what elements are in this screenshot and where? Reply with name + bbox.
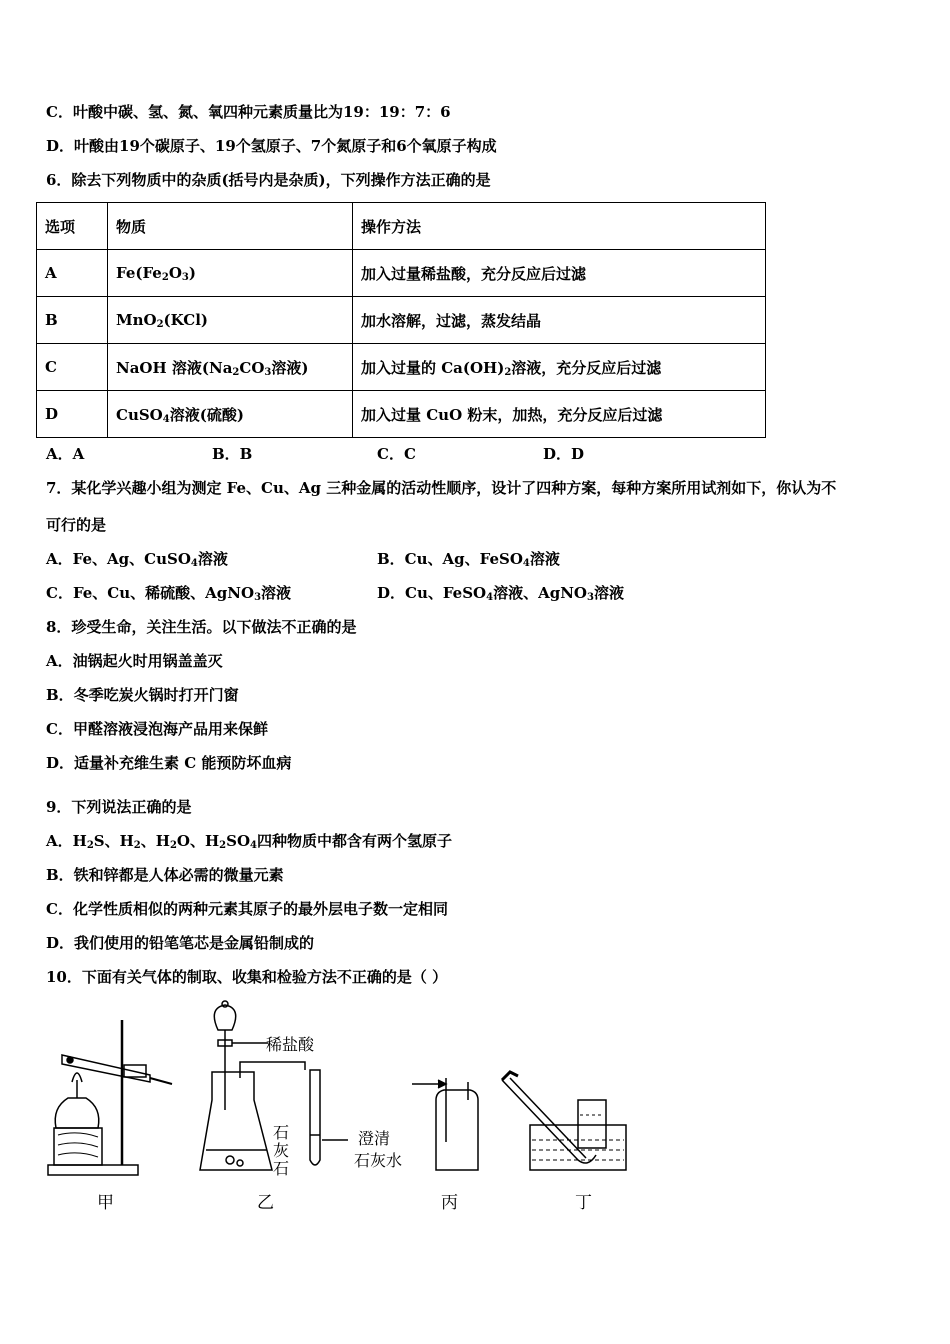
label-bing: 丙 xyxy=(441,1193,458,1213)
annotation-limewater-2: 石灰水 xyxy=(354,1151,403,1170)
label-yi: 乙 xyxy=(257,1193,274,1213)
header-option: 选项 xyxy=(37,203,108,250)
row-substance: $Fe(Fe_2O_3)$ xyxy=(108,250,353,297)
q6-answer-c: C．C xyxy=(377,445,416,463)
table-row xyxy=(37,297,766,344)
q5-option-c: C．叶酸中碳、氢、氮、氧四种元素质量比为19：19：7：6 xyxy=(46,103,451,121)
delivery-tube-ding xyxy=(502,1080,596,1163)
conical-flask xyxy=(200,1072,272,1170)
apparatus-ding xyxy=(502,1072,626,1170)
row-method: 加入过量 CuO 粉末，加热，充分反应后过滤 xyxy=(353,391,766,438)
apparatus-bing xyxy=(412,1078,478,1170)
separatory-funnel xyxy=(214,1005,235,1030)
row-option: B xyxy=(37,297,108,344)
stand-base xyxy=(48,1165,138,1175)
q9-question: 9．下列说法正确的是 xyxy=(46,798,192,816)
gas-bottle xyxy=(436,1090,478,1170)
test-tube-limewater xyxy=(310,1070,320,1165)
q9-option-d: D．我们使用的铅笔笔芯是金属铅制成的 xyxy=(46,934,315,952)
row-substance: CuSO$_4$溶液(硫酸) xyxy=(108,391,353,438)
label-ding: 丁 xyxy=(575,1193,592,1213)
header-method: 操作方法 xyxy=(353,203,766,250)
header-substance: 物质 xyxy=(108,203,353,250)
q8-option-d: D．适量补充维生素 C 能预防坏血病 xyxy=(46,754,292,772)
q7-option-b: B．Cu、Ag、FeSO$_4$溶液 xyxy=(377,550,560,569)
alcohol-lamp xyxy=(55,1098,99,1128)
q8-option-a: A．油锅起火时用锅盖盖灭 xyxy=(46,652,223,670)
q10-apparatus-figure xyxy=(40,1000,640,1215)
q6-table xyxy=(36,202,766,438)
collecting-bottle xyxy=(578,1100,606,1148)
q8-option-b: B．冬季吃炭火锅时打开门窗 xyxy=(46,686,239,704)
q9-option-a: A．$H_2S$、$H_2$、$H_2O$、$H_2SO_4$四种物质中都含有两个氢原子 xyxy=(46,832,453,851)
annotation-limestone: 石灰石 xyxy=(273,1123,290,1178)
table-row xyxy=(37,391,766,438)
row-substance: NaOH 溶液($Na_2CO_3$溶液) xyxy=(108,344,353,391)
q7-option-a: A．Fe、Ag、CuSO$_4$溶液 xyxy=(46,550,228,569)
row-method: 加入过量的 $Ca(OH)_2$溶液，充分反应后过滤 xyxy=(353,344,766,391)
q6-answer-a: A．A xyxy=(46,445,85,463)
q6-question: 6．除去下列物质中的杂质(括号内是杂质)，下列操作方法正确的是 xyxy=(46,171,491,189)
row-option: C xyxy=(37,344,108,391)
q7-question-line1: 7．某化学兴趣小组为测定 Fe、Cu、Ag 三种金属的活动性顺序，设计了四种方案，每种方案所用试剂如下，你认为不 xyxy=(46,479,837,497)
apparatus-jia xyxy=(48,1020,172,1175)
q9-option-b: B．铁和锌都是人体必需的微量元素 xyxy=(46,866,284,884)
delivery-tube xyxy=(240,1062,305,1078)
annotation-dilute-hcl: 稀盐酸 xyxy=(266,1035,315,1054)
annotation-limewater-1: 澄清 xyxy=(358,1129,391,1148)
q10-question: 10．下面有关气体的制取、收集和检验方法不正确的是（ ） xyxy=(46,968,448,986)
q6-answer-b: B．B xyxy=(212,445,253,463)
label-jia: 甲 xyxy=(97,1193,114,1213)
wooden-block xyxy=(54,1128,102,1165)
row-option: D xyxy=(37,391,108,438)
q5-option-d: D．叶酸由19个碳原子、19个氢原子、7个氮原子和6个氧原子构成 xyxy=(46,137,497,155)
table-header-row xyxy=(37,203,766,250)
q8-question: 8．珍受生命，关注生活。以下做法不正确的是 xyxy=(46,618,357,636)
test-tube xyxy=(62,1055,150,1082)
row-substance: MnO$_2$(KCl) xyxy=(108,297,353,344)
q7-option-d: D．Cu、FeSO$_4$溶液、AgNO$_3$溶液 xyxy=(377,584,624,603)
row-option: A xyxy=(37,250,108,297)
apparatus-diagram-svg xyxy=(40,1000,640,1215)
row-method: 加水溶解，过滤，蒸发结晶 xyxy=(353,297,766,344)
q7-option-c: C．Fe、Cu、稀硫酸、AgNO$_3$溶液 xyxy=(46,584,292,603)
q6-answer-d: D．D xyxy=(543,445,585,463)
table-row xyxy=(37,250,766,297)
q9-option-c: C．化学性质相似的两种元素其原子的最外层电子数一定相同 xyxy=(46,900,448,918)
q7-question-line2: 可行的是 xyxy=(46,516,107,534)
table-row xyxy=(37,344,766,391)
row-method: 加入过量稀盐酸，充分反应后过滤 xyxy=(353,250,766,297)
q8-option-c: C．甲醛溶液浸泡海产品用来保鲜 xyxy=(46,720,268,738)
